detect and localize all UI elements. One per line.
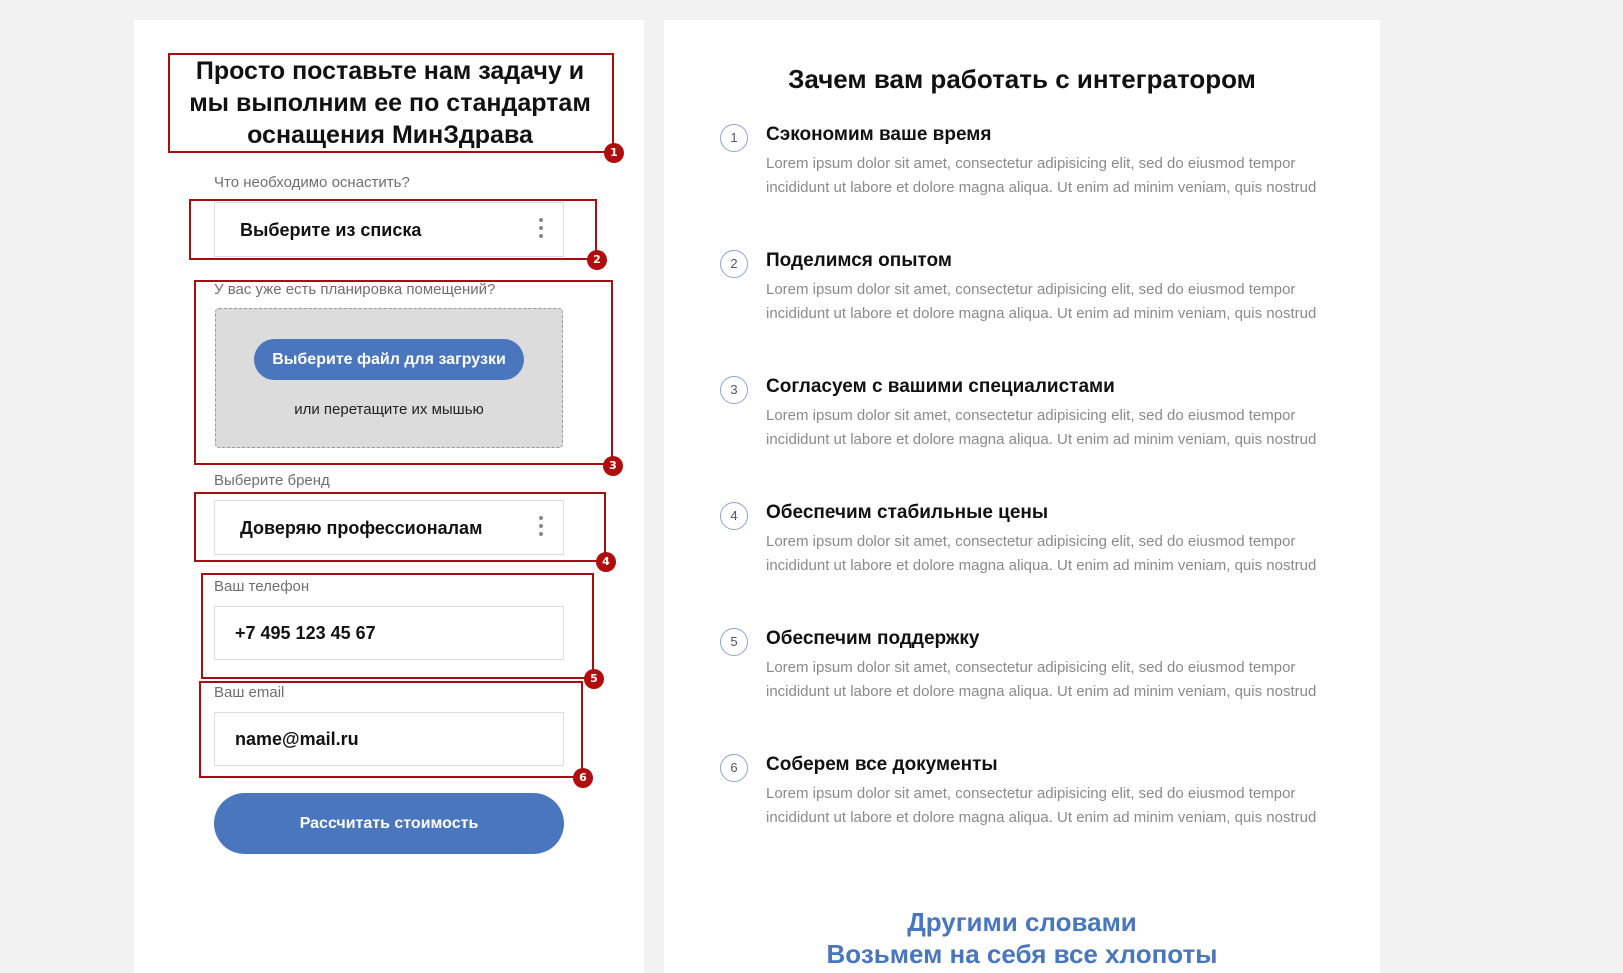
calculate-cost-button[interactable]: Рассчитать стоимость (214, 793, 564, 854)
benefit-title: Согласуем с вашими специалистами (766, 376, 1115, 397)
step-number: 4 (720, 502, 748, 530)
annotation-frame-5 (201, 573, 594, 679)
benefit-description: Lorem ipsum dolor sit amet, consectetur adipisicing elit, sed do eiusmod tempor incididunt ut labore et dolore magna aliqua. Ut enim ad minim veniam, quis nostrud (766, 659, 1317, 700)
annotation-frame-4 (194, 492, 606, 562)
annotation-badge-4: 4 (596, 552, 616, 572)
equip-label: Что необходимо оснастить? (214, 174, 410, 191)
benefit-title: Соберем все документы (766, 754, 998, 775)
brand-select-value: Доверяю профессионалам (240, 518, 483, 538)
annotation-badge-6: 6 (573, 768, 593, 788)
benefit-description: Lorem ipsum dolor sit amet, consectetur adipisicing elit, sed do eiusmod tempor incididunt ut labore et dolore magna aliqua. Ut enim ad minim veniam, quis nostrud (766, 407, 1317, 448)
email-input[interactable]: name@mail.ru (214, 712, 564, 766)
phone-label: Ваш телефон (214, 578, 310, 595)
annotation-badge-1: 1 (604, 143, 624, 163)
benefit-title: Обеспечим стабильные цены (766, 502, 1049, 523)
annotation-badge-2: 2 (587, 250, 607, 270)
closing-statement (664, 906, 1380, 970)
benefit-description: Lorem ipsum dolor sit amet, consectetur adipisicing elit, sed do eiusmod tempor incididunt ut labore et dolore magna aliqua. Ut enim ad minim veniam, quis nostrud (766, 155, 1317, 196)
closing-line-1: Другими словами (907, 907, 1137, 937)
drop-hint: или перетащите их мышью (294, 401, 484, 418)
annotation-frame-3 (194, 280, 613, 465)
annotation-frame-2 (189, 199, 597, 260)
step-number: 6 (720, 754, 748, 782)
annotation-frame-1 (168, 53, 614, 153)
form-title: Просто поставьте нам задачу и мы выполним ее по стандартам оснащения МинЗдрава (189, 57, 591, 149)
benefit-description: Lorem ipsum dolor sit amet, consectetur adipisicing elit, sed do eiusmod tempor incididunt ut labore et dolore magna aliqua. Ut enim ad minim veniam, quis nostrud (766, 785, 1317, 826)
annotation-frame-6 (199, 681, 583, 778)
closing-line-2: Возьмем на себя все хлопоты (826, 939, 1218, 969)
upload-file-button[interactable]: Выберите файл для загрузки (254, 339, 524, 380)
step-number: 2 (720, 250, 748, 278)
benefits-title: Зачем вам работать с интегратором (788, 64, 1256, 94)
benefit-description: Lorem ipsum dolor sit amet, consectetur adipisicing elit, sed do eiusmod tempor incididunt ut labore et dolore magna aliqua. Ut enim ad minim veniam, quis nostrud (766, 533, 1317, 574)
annotation-badge-3: 3 (603, 456, 623, 476)
benefit-title: Поделимся опытом (766, 250, 952, 271)
equip-select-value: Выберите из списка (240, 220, 422, 240)
step-number: 5 (720, 628, 748, 656)
brand-label: Выберите бренд (214, 472, 330, 489)
plan-label: У вас уже есть планировка помещений? (214, 281, 496, 298)
annotation-badge-5: 5 (584, 669, 604, 689)
step-number: 3 (720, 376, 748, 404)
benefit-description: Lorem ipsum dolor sit amet, consectetur adipisicing elit, sed do eiusmod tempor incididunt ut labore et dolore magna aliqua. Ut enim ad minim veniam, quis nostrud (766, 281, 1317, 322)
benefit-title: Обеспечим поддержку (766, 628, 980, 649)
phone-input[interactable]: +7 495 123 45 67 (214, 606, 564, 660)
email-label: Ваш email (214, 684, 285, 701)
step-number: 1 (720, 124, 748, 152)
benefit-title: Сэкономим ваше время (766, 124, 992, 145)
